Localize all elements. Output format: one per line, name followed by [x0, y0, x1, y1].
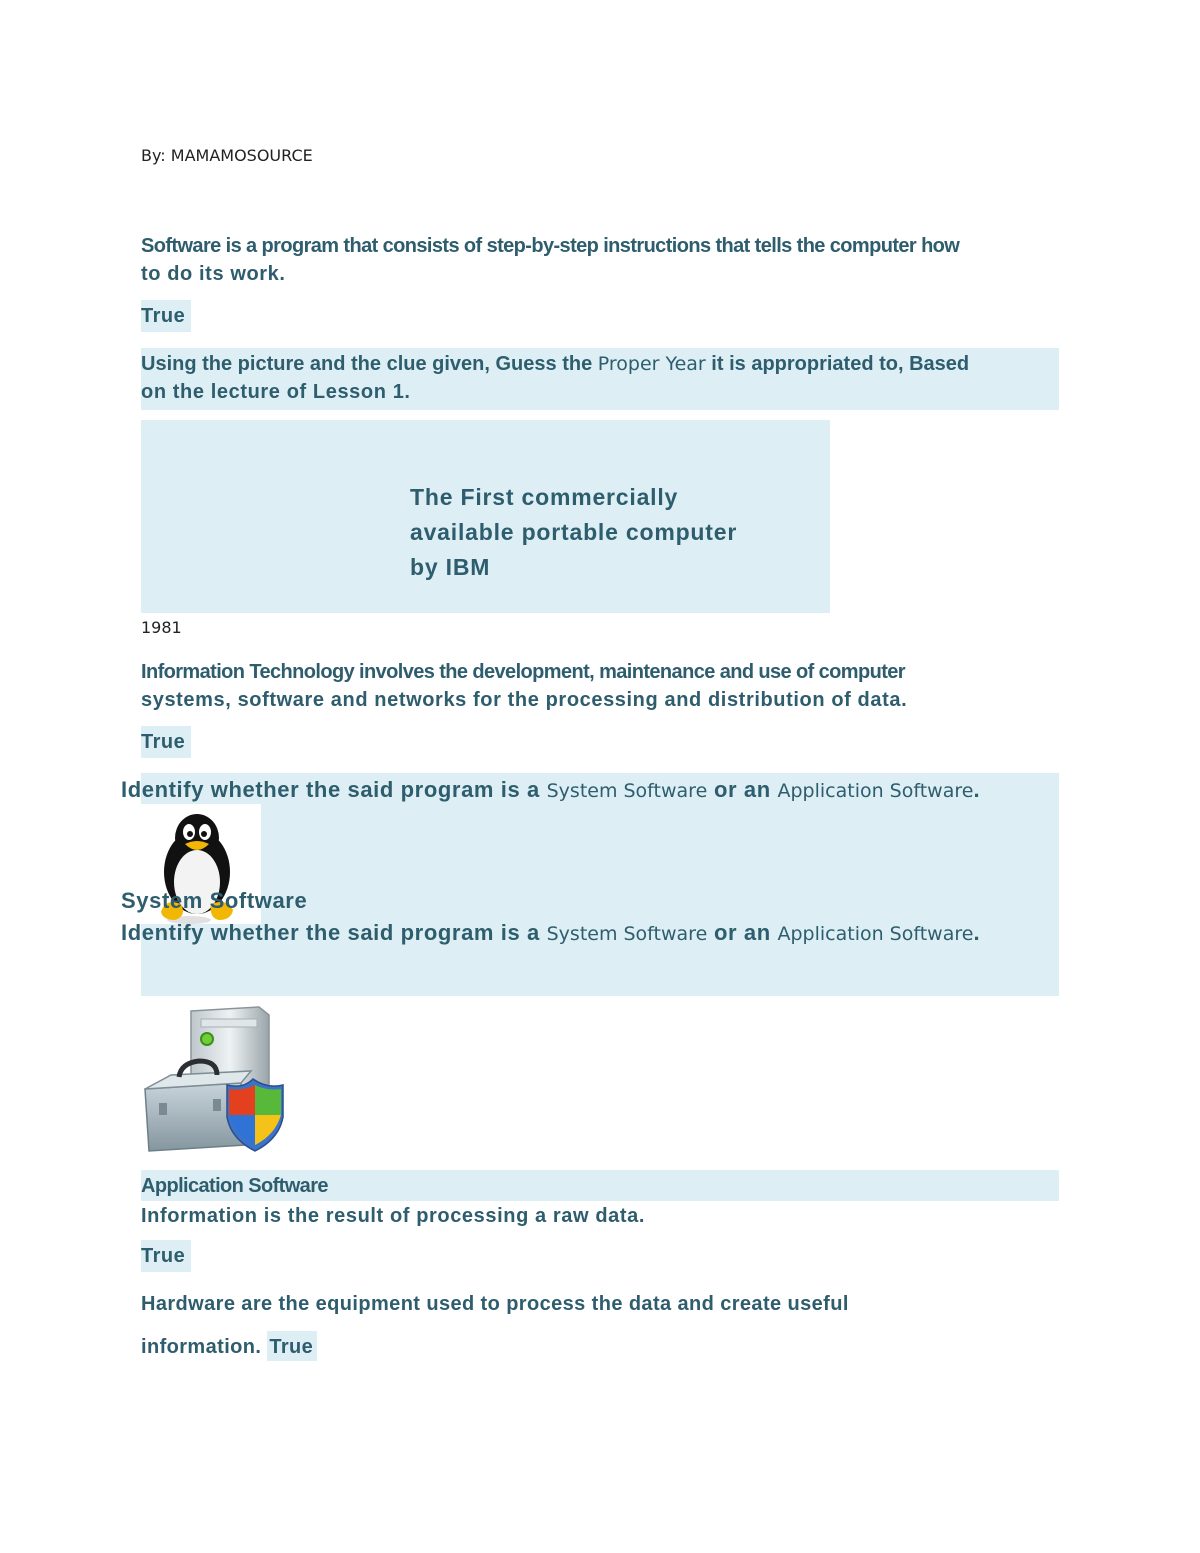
- question-5-text-b: or an: [707, 920, 778, 945]
- question-5-text-a: Identify whether the said program is a: [121, 920, 547, 945]
- clue-line-2: available portable computer: [410, 519, 738, 545]
- question-2: [141, 350, 1059, 406]
- question-6: Information is the result of processing a raw data.: [141, 1205, 646, 1227]
- question-4-option-application: Application Software: [777, 780, 974, 802]
- question-4-period: .: [973, 777, 981, 802]
- question-4-text-a: Identify whether the said program is a: [121, 777, 547, 802]
- answer-5: Application Software: [141, 1175, 328, 1197]
- answer-2: 1981: [141, 618, 182, 637]
- question-7-line-1: Hardware are the equipment used to process the data and create useful: [141, 1293, 849, 1315]
- question-7-line-2: [141, 1331, 317, 1361]
- question-4-option-system: System Software: [546, 780, 708, 802]
- question-3: [141, 658, 1081, 714]
- question-4: [121, 777, 980, 803]
- question-1-line-1: Software is a program that consists of step-by-step instructions that tells the computer how: [141, 235, 960, 257]
- question-2-emphasis: Proper Year: [597, 353, 706, 375]
- answer-1: True: [141, 300, 191, 332]
- question-4-text-b: or an: [707, 777, 778, 802]
- question-5-option-system: System Software: [546, 923, 708, 945]
- question-2-text-a: Using the picture and the clue given, Guess the: [141, 353, 598, 375]
- identify-block-highlight: [141, 773, 1059, 996]
- clue-box: [141, 420, 830, 613]
- question-2-text-b: it is appropriated to, Based: [705, 353, 970, 375]
- question-7-text: information.: [141, 1336, 268, 1358]
- question-2-line-2: on the lecture of Lesson 1.: [141, 381, 411, 403]
- clue-line-1: The First commercially: [410, 484, 679, 510]
- answer-7: True: [267, 1331, 317, 1361]
- question-3-line-2: systems, software and networks for the processing and distribution of data.: [141, 689, 908, 711]
- answer-6: True: [141, 1240, 191, 1272]
- question-5: [121, 920, 980, 946]
- clue-text: [410, 480, 737, 585]
- question-1-line-2: to do its work.: [141, 263, 286, 285]
- answer-4: System Software: [121, 888, 308, 913]
- admin-tools-shield-icon: [141, 1005, 289, 1153]
- clue-line-3: by IBM: [410, 554, 491, 580]
- question-5-option-application: Application Software: [777, 923, 974, 945]
- question-5-period: .: [973, 920, 981, 945]
- question-1: [141, 232, 1081, 288]
- author-line: By: MAMAMOSOURCE: [141, 146, 313, 165]
- answer-3: True: [141, 726, 191, 758]
- question-3-line-1: Information Technology involves the development, maintenance and use of computer: [141, 661, 905, 683]
